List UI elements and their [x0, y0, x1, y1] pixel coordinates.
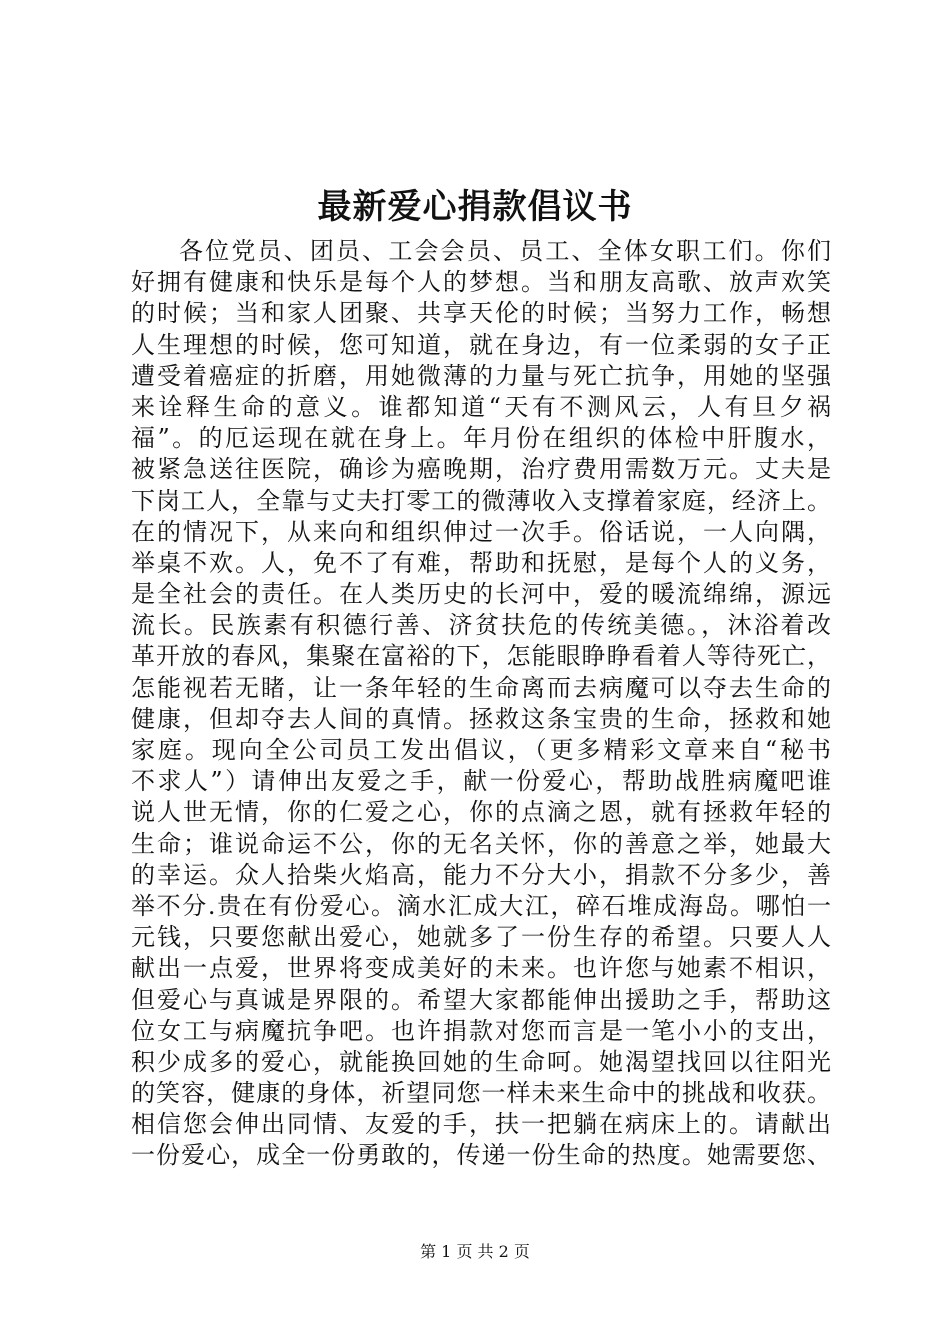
body-line: 一份爱心，成全一份勇敢的，传递一份生命的热度。她需要您、 [131, 1141, 831, 1170]
body-line: 说人世无情，你的仁爱之心，你的点滴之恩，就有拯救年轻的 [131, 798, 831, 827]
body-line: 革开放的春风，集聚在富裕的下，怎能眼睁睁看着人等待死亡， [131, 642, 831, 671]
body-line: 遭受着癌症的折磨，用她微薄的力量与死亡抗争，用她的坚强 [131, 361, 831, 390]
body-line: 的笑容，健康的身体，祈望同您一样未来生命中的挑战和收获。 [131, 1079, 831, 1108]
body-line: 在的情况下，从来向和组织伸过一次手。俗话说，一人向隅， [131, 517, 831, 546]
body-line: 举不分.贵在有份爱心。滴水汇成大江，碎石堆成海岛。哪怕一 [131, 891, 831, 920]
body-line: 位女工与病魔抗争吧。也许捐款对您而言是一笔小小的支出， [131, 1016, 831, 1045]
body-line: 健康，但却夺去人间的真情。拯救这条宝贵的生命，拯救和她 [131, 704, 831, 733]
body-line: 举桌不欢。人，免不了有难，帮助和抚慰，是每个人的义务， [131, 548, 831, 577]
body-line: 人生理想的时候，您可知道，就在身边，有一位柔弱的女子正 [131, 330, 831, 359]
body-line: 不求人”）请伸出友爱之手，献一份爱心，帮助战胜病魔吧谁 [131, 767, 831, 796]
body-line: 是全社会的责任。在人类历史的长河中，爱的暖流绵绵，源远 [131, 580, 831, 609]
body-line: 相信您会伸出同情、友爱的手，扶一把躺在病床上的。请献出 [131, 1110, 831, 1139]
body-line: 的时候；当和家人团聚、共享天伦的时候；当努力工作，畅想 [131, 299, 831, 328]
body-line: 下岗工人，全靠与丈夫打零工的微薄收入支撑着家庭，经济上。 [131, 486, 831, 515]
body-line: 流长。民族素有积德行善、济贫扶危的传统美德。，沐浴着改 [131, 611, 831, 640]
body-line: 但爱心与真诚是界限的。希望大家都能伸出援助之手，帮助这 [131, 985, 831, 1014]
document-title: 最新爱心捐款倡议书 [317, 187, 633, 227]
body-line: 家庭。现向全公司员工发出倡议，（更多精彩文章来自“秘书 [131, 736, 831, 764]
body-line: 来诠释生命的意义。谁都知道“天有不测风云，人有旦夕祸 [131, 392, 831, 421]
body-line: 元钱，只要您献出爱心，她就多了一份生存的希望。只要人人 [131, 923, 831, 952]
page-footer: 第 1 页 共 2 页 [420, 1242, 530, 1261]
document-body [131, 236, 831, 1172]
body-line: 的幸运。众人拾柴火焰高，能力不分大小，捐款不分多少，善 [131, 860, 831, 889]
body-line: 献出一点爱，世界将变成美好的未来。也许您与她素不相识， [131, 954, 831, 983]
body-line: 福”。的厄运现在就在身上。年月份在组织的体检中肝腹水， [131, 424, 831, 453]
body-line: 怎能视若无睹，让一条年轻的生命离而去病魔可以夺去生命的 [131, 673, 831, 702]
body-line: 被紧急送往医院，确诊为癌晚期，治疗费用需数万元。丈夫是 [131, 455, 831, 484]
body-line: 生命；谁说命运不公，你的无名关怀，你的善意之举，她最大 [131, 829, 831, 858]
body-line: 各位党员、团员、工会会员、员工、全体女职工们。你们 [179, 237, 831, 265]
body-line: 积少成多的爱心，就能换回她的生命呵。她渴望找回以往阳光 [131, 1047, 831, 1076]
body-line: 好拥有健康和快乐是每个人的梦想。当和朋友高歌、放声欢笑 [131, 268, 831, 297]
